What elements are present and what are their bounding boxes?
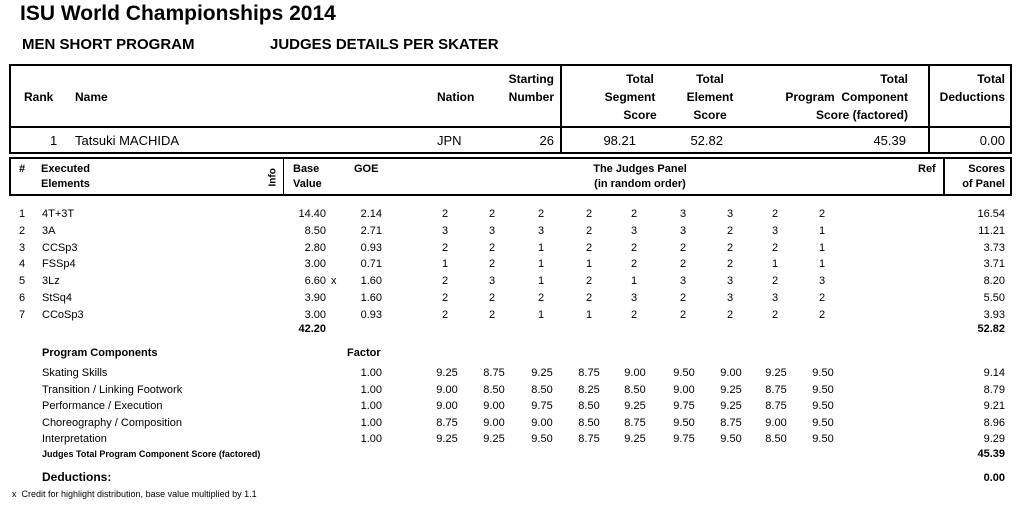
judge-score: 1 xyxy=(585,258,593,271)
element-number: 3 xyxy=(19,241,26,254)
judge-score: 2 xyxy=(488,208,496,220)
element-panel-score: 3.93 xyxy=(983,308,1005,321)
judge-score: 2 xyxy=(818,292,826,304)
judge-component-score: 8.75 xyxy=(483,367,505,379)
components-total-score: 45.39 xyxy=(977,448,1005,460)
page-title: ISU World Championships 2014 xyxy=(20,2,336,25)
element-name: 3A xyxy=(42,224,56,237)
ref-header: Ref xyxy=(918,163,936,175)
element-number: 1 xyxy=(19,208,26,220)
judge-score: 2 xyxy=(585,275,593,288)
judge-component-score: 9.25 xyxy=(436,433,458,445)
judge-score: 2 xyxy=(488,292,496,304)
name-header: Name xyxy=(75,90,108,104)
judge-component-score: 9.50 xyxy=(812,433,834,445)
judge-score: 3 xyxy=(726,208,734,220)
judge-score: 2 xyxy=(679,258,687,271)
judge-score: 3 xyxy=(630,224,638,237)
executed-header: Executed Elements xyxy=(41,163,90,190)
summary-vline-1 xyxy=(560,64,562,154)
judge-score: 2 xyxy=(726,224,734,237)
factor-header: Factor xyxy=(347,347,381,359)
judge-component-score: 9.00 xyxy=(624,367,646,379)
components-total-label: Judges Total Program Component Score (factored) xyxy=(42,449,261,459)
component-name: Performance / Execution xyxy=(42,400,163,412)
element-name: StSq4 xyxy=(42,292,72,304)
judge-score: 2 xyxy=(441,208,449,220)
judge-component-score: 9.25 xyxy=(624,433,646,445)
judge-component-score: 8.75 xyxy=(624,416,646,429)
judge-score: 2 xyxy=(585,224,593,237)
judge-component-score: 9.50 xyxy=(812,383,834,396)
judge-score: 1 xyxy=(818,241,826,254)
element-goe: 1.60 xyxy=(360,292,382,304)
component-panel-score: 8.79 xyxy=(983,383,1005,396)
judge-component-score: 8.25 xyxy=(578,383,600,396)
judge-component-score: 9.75 xyxy=(531,400,553,412)
summary-divider xyxy=(9,126,1012,128)
element-name: 4T+3T xyxy=(42,208,75,220)
judge-component-score: 8.50 xyxy=(765,433,787,445)
judge-component-score: 8.75 xyxy=(765,400,787,412)
judge-score: 3 xyxy=(630,292,638,304)
judge-score: 1 xyxy=(630,275,638,288)
component-factor: 1.00 xyxy=(360,400,382,412)
document-type: JUDGES DETAILS PER SKATER xyxy=(270,36,499,53)
judge-score: 2 xyxy=(630,258,638,271)
judge-score: 2 xyxy=(488,308,496,321)
num-header: # xyxy=(19,163,26,175)
element-goe: 0.71 xyxy=(360,258,382,271)
element-panel-score: 3.71 xyxy=(983,258,1005,271)
skater-deductions: 0.00 xyxy=(979,133,1005,148)
judge-component-score: 9.25 xyxy=(720,383,742,396)
judge-component-score: 9.50 xyxy=(812,416,834,429)
judge-score: 3 xyxy=(726,275,734,288)
judge-score: 2 xyxy=(771,308,779,321)
judge-component-score: 9.00 xyxy=(483,416,505,429)
judge-score: 2 xyxy=(585,241,593,254)
element-base-value: 3.00 xyxy=(304,258,326,271)
judge-score: 2 xyxy=(630,241,638,254)
judge-component-score: 8.75 xyxy=(720,416,742,429)
judge-component-score: 9.50 xyxy=(812,367,834,379)
judge-score: 2 xyxy=(585,208,593,220)
components-title: Program Components xyxy=(42,347,158,359)
judge-score: 3 xyxy=(818,275,826,288)
judge-component-score: 9.25 xyxy=(765,367,787,379)
skater-name: Tatsuki MACHIDA xyxy=(75,133,180,148)
rank-header: Rank xyxy=(24,90,54,104)
judge-score: 2 xyxy=(441,308,449,321)
judge-component-score: 9.50 xyxy=(673,367,695,379)
judge-score: 1 xyxy=(771,258,779,271)
judge-component-score: 8.50 xyxy=(483,383,505,396)
element-number: 7 xyxy=(19,308,26,321)
judge-score: 2 xyxy=(488,241,496,254)
starting-number-header: Starting Number xyxy=(508,72,554,104)
element-base-value: 8.50 xyxy=(304,224,326,237)
element-number: 4 xyxy=(19,258,26,271)
judge-component-score: 9.00 xyxy=(436,383,458,396)
judge-component-score: 8.50 xyxy=(531,383,553,396)
deductions-score: 0.00 xyxy=(983,472,1005,484)
judge-score: 2 xyxy=(679,292,687,304)
judge-score: 3 xyxy=(679,208,687,220)
judge-score: 3 xyxy=(726,292,734,304)
judges-panel-header: The Judges Panel (in random order) xyxy=(593,163,687,190)
judge-component-score: 9.00 xyxy=(673,383,695,396)
judge-score: 2 xyxy=(679,308,687,321)
element-goe: 2.71 xyxy=(360,224,382,237)
judge-score: 2 xyxy=(771,241,779,254)
elements-vline-1 xyxy=(283,157,284,196)
judge-score: 2 xyxy=(818,308,826,321)
judge-score: 2 xyxy=(441,292,449,304)
judge-score: 2 xyxy=(441,275,449,288)
judge-score: 2 xyxy=(771,275,779,288)
judge-score: 1 xyxy=(818,258,826,271)
judge-component-score: 9.00 xyxy=(720,367,742,379)
judge-component-score: 9.50 xyxy=(673,416,695,429)
judge-component-score: 9.00 xyxy=(436,400,458,412)
element-base-value: 6.60 xyxy=(304,275,326,288)
judge-score: 2 xyxy=(537,208,545,220)
judge-score: 1 xyxy=(537,258,545,271)
judge-component-score: 8.75 xyxy=(765,383,787,396)
tss-header: Total Segment Score xyxy=(604,72,657,122)
element-name: CCoSp3 xyxy=(42,308,84,321)
skater-rank: 1 xyxy=(50,133,58,148)
component-name: Choreography / Composition xyxy=(42,416,183,429)
element-goe: 1.60 xyxy=(360,275,382,288)
judge-score: 1 xyxy=(537,241,545,254)
judge-component-score: 8.75 xyxy=(578,367,600,379)
element-name: CCSp3 xyxy=(42,241,78,254)
elements-base-total: 42.20 xyxy=(298,323,326,335)
judge-component-score: 9.50 xyxy=(720,433,742,445)
judge-score: 3 xyxy=(488,275,496,288)
judge-score: 2 xyxy=(818,208,826,220)
skater-starting-number: 26 xyxy=(539,133,554,148)
element-panel-score: 8.20 xyxy=(983,275,1005,288)
judge-score: 2 xyxy=(630,308,638,321)
element-panel-score: 5.50 xyxy=(983,292,1005,304)
element-number: 6 xyxy=(19,292,26,304)
component-factor: 1.00 xyxy=(360,367,382,379)
element-goe: 2.14 xyxy=(360,208,382,220)
judge-score: 2 xyxy=(488,258,496,271)
nation-header: Nation xyxy=(437,90,475,104)
component-panel-score: 9.21 xyxy=(983,400,1005,412)
footnote: x Credit for highlight distribution, base value multiplied by 1.1 xyxy=(12,489,257,499)
skater-tes: 52.82 xyxy=(690,133,723,148)
component-name: Interpretation xyxy=(42,433,107,445)
element-panel-score: 11.21 xyxy=(978,224,1005,237)
judge-score: 2 xyxy=(679,241,687,254)
base-value-header: Base Value xyxy=(293,163,322,190)
skater-tss: 98.21 xyxy=(603,133,636,148)
judge-component-score: 9.00 xyxy=(531,416,553,429)
judge-score: 3 xyxy=(771,224,779,237)
element-base-value: 3.90 xyxy=(304,292,326,304)
judge-score: 3 xyxy=(679,224,687,237)
judge-score: 1 xyxy=(441,258,449,271)
component-panel-score: 9.14 xyxy=(983,367,1005,379)
goe-header: GOE xyxy=(354,163,379,175)
judge-component-score: 9.00 xyxy=(765,416,787,429)
judge-score: 1 xyxy=(537,275,545,288)
judge-score: 2 xyxy=(726,308,734,321)
tes-header: Total Element Score xyxy=(686,72,734,122)
judge-score: 2 xyxy=(771,208,779,220)
element-name: FSSp4 xyxy=(42,258,76,271)
judge-score: 2 xyxy=(441,241,449,254)
judge-component-score: 9.25 xyxy=(531,367,553,379)
element-number: 5 xyxy=(19,275,26,288)
judge-component-score: 9.75 xyxy=(673,400,695,412)
judge-component-score: 9.75 xyxy=(673,433,695,445)
judge-component-score: 9.25 xyxy=(720,400,742,412)
skater-nation: JPN xyxy=(437,133,462,148)
judge-score: 2 xyxy=(585,292,593,304)
skater-pcs: 45.39 xyxy=(873,133,906,148)
component-panel-score: 9.29 xyxy=(983,433,1005,445)
deductions-label: Deductions: xyxy=(42,470,112,484)
judge-score: 2 xyxy=(537,292,545,304)
element-number: 2 xyxy=(19,224,26,237)
component-name: Transition / Linking Footwork xyxy=(42,383,183,396)
element-goe: 0.93 xyxy=(360,241,382,254)
elements-score-total: 52.82 xyxy=(977,323,1005,335)
judge-score: 2 xyxy=(630,208,638,220)
judge-score: 1 xyxy=(537,308,545,321)
judge-component-score: 9.50 xyxy=(531,433,553,445)
component-panel-score: 8.96 xyxy=(983,416,1005,429)
element-base-value: 14.40 xyxy=(298,208,326,220)
judge-component-score: 8.50 xyxy=(624,383,646,396)
judge-component-score: 8.75 xyxy=(436,416,458,429)
judge-score: 1 xyxy=(818,224,826,237)
component-factor: 1.00 xyxy=(360,416,382,429)
judge-score: 3 xyxy=(488,224,496,237)
element-base-value: 2.80 xyxy=(304,241,326,254)
judge-component-score: 8.50 xyxy=(578,400,600,412)
deductions-header: Total Deductions xyxy=(939,72,1005,104)
elements-vline-2 xyxy=(943,157,945,196)
judge-component-score: 9.25 xyxy=(483,433,505,445)
judge-score: 3 xyxy=(771,292,779,304)
judge-score: 3 xyxy=(679,275,687,288)
component-factor: 1.00 xyxy=(360,383,382,396)
element-panel-score: 3.73 xyxy=(983,241,1005,254)
elements-header-box xyxy=(9,157,1012,196)
element-base-value: 3.00 xyxy=(304,308,326,321)
element-bonus-marker: x xyxy=(331,275,337,288)
judge-component-score: 9.25 xyxy=(436,367,458,379)
judge-component-score: 8.75 xyxy=(578,433,600,445)
event-title: MEN SHORT PROGRAM xyxy=(22,36,195,53)
info-header: Info xyxy=(267,168,279,187)
judge-component-score: 8.50 xyxy=(578,416,600,429)
judge-score: 3 xyxy=(441,224,449,237)
judge-component-score: 9.25 xyxy=(624,400,646,412)
judge-component-score: 9.50 xyxy=(812,400,834,412)
component-name: Skating Skills xyxy=(42,367,108,379)
judge-score: 2 xyxy=(726,258,734,271)
judge-score: 3 xyxy=(537,224,545,237)
pcs-header: Total Program Component Score (factored) xyxy=(785,72,908,122)
element-name: 3Lz xyxy=(42,275,60,288)
judge-component-score: 9.00 xyxy=(483,400,505,412)
element-goe: 0.93 xyxy=(360,308,382,321)
component-factor: 1.00 xyxy=(360,433,382,445)
judge-score: 1 xyxy=(585,308,593,321)
element-panel-score: 16.54 xyxy=(977,208,1005,220)
scores-header: Scores of Panel xyxy=(962,163,1005,190)
judge-score: 2 xyxy=(726,241,734,254)
